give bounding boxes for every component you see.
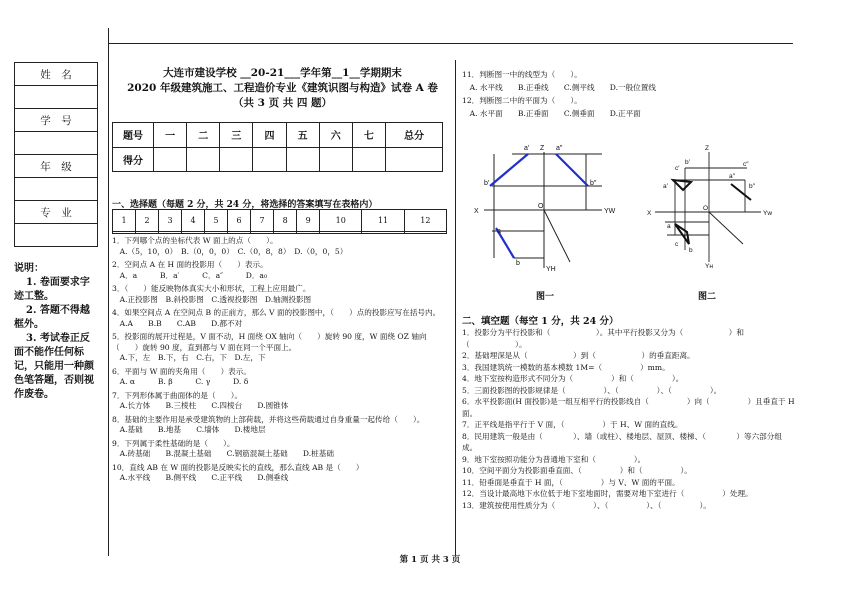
fill-line: 11．铅垂面是垂直于 H 面，（ ）与 V、W 面的平面。 bbox=[462, 477, 680, 487]
question-line: 11．判断图一中的线型为（ ）。 bbox=[462, 70, 582, 79]
score-cell[interactable] bbox=[154, 147, 187, 172]
question-line: A.水平线 B.侧平线 C.正平线 D.侧垂线 bbox=[112, 473, 289, 482]
answer-cell[interactable] bbox=[136, 231, 159, 233]
fig2-label: X bbox=[647, 210, 652, 217]
score-cell[interactable] bbox=[220, 147, 253, 172]
student-info-box bbox=[14, 62, 98, 247]
answer-number: 10 bbox=[320, 210, 362, 232]
answer-cell[interactable] bbox=[182, 231, 205, 233]
answer-cell[interactable] bbox=[362, 231, 404, 233]
question-line: 2．空间点 A 在 H 面的投影用（ ）表示。 bbox=[112, 260, 268, 269]
question-line: A.基础 B.地基 C.墙体 D.楼地层 bbox=[112, 425, 266, 434]
fig2-label: a″ bbox=[729, 173, 735, 180]
fig2-label: O bbox=[703, 205, 709, 212]
question-line: A. 水平面 B.正垂面 C.侧垂面 D.正平面 bbox=[462, 109, 641, 118]
fig2-label: b bbox=[689, 247, 693, 254]
fill-line: 4．地下室按构造形式不同分为（ ）和（ ）。 bbox=[462, 374, 684, 383]
question-line: A. 水平线 B.正垂线 C.侧平线 D.一般位置线 bbox=[462, 83, 656, 92]
field-grade-blank[interactable] bbox=[15, 178, 98, 201]
fig1-label: X bbox=[474, 208, 479, 215]
notes-title: 说明： bbox=[14, 263, 44, 274]
fig2-label: b′ bbox=[685, 159, 690, 166]
answer-table bbox=[112, 209, 447, 234]
question-line: A.砖基础 B.混凝土基础 C.钢筋混凝土基础 D.桩基础 bbox=[112, 449, 334, 458]
question-line: 1．下列哪个点的坐标代表 W 面上的点（ ）。 bbox=[112, 236, 278, 245]
question-line: 4．如果空间点 A 在空间点 B 的正前方，那么 V 面的投影图中，（ ）点的投影应写在括号内。 bbox=[112, 308, 441, 317]
page-footer: 第 1 页 共 3 页 bbox=[399, 555, 461, 565]
fig2-label: c′ bbox=[675, 165, 680, 172]
answer-number: 1 bbox=[113, 210, 136, 232]
score-cell[interactable] bbox=[319, 147, 352, 172]
header-line1: 大连市建设学校 __20-21___学年第__1__学期期末 bbox=[163, 67, 402, 79]
fill-line: 6．水平投影面(H 面投影)是一组互相平行的投影线自（ ）向（ ）且垂直于 H 面。 bbox=[462, 397, 795, 418]
note-item: 3. 考试卷正反面不能作任何标记，只能用一种颜色笔答题，否则视作废卷。 bbox=[14, 333, 94, 400]
notes bbox=[14, 262, 98, 402]
question-line: 6．平面与 W 面的夹角用（ ）表示。 bbox=[112, 366, 251, 376]
question-line: A.下，左 B.下，右 C.右，下 D.左，下 bbox=[112, 353, 266, 362]
answer-cell[interactable] bbox=[159, 231, 182, 233]
section1-questions bbox=[112, 236, 450, 484]
fig2-label: Z bbox=[705, 145, 709, 152]
fill-line: 10．空间平面分为投影面垂直面、（ ）和（ ）。 bbox=[462, 466, 692, 475]
answer-cell[interactable] bbox=[205, 231, 228, 233]
exam-header bbox=[110, 66, 455, 111]
fig2-label: a bbox=[667, 223, 671, 230]
field-id: 学 号 bbox=[15, 109, 98, 132]
note-item: 1. 卷面要求字迹工整。 bbox=[14, 277, 90, 302]
question-line: 3．（ ）能反映物体真实大小和形状，工程上应用最广。 bbox=[112, 284, 311, 293]
question-line: A.A B.B C.AB D.都不对 bbox=[112, 318, 243, 328]
answer-number: 3 bbox=[159, 210, 182, 232]
fig1-label: a bbox=[497, 228, 501, 235]
answer-number: 11 bbox=[362, 210, 404, 232]
section2-title: 二、填空题（每空 1 分，共 24 分） bbox=[462, 316, 619, 327]
fig1-label: b bbox=[516, 260, 520, 267]
answer-number: 4 bbox=[182, 210, 205, 232]
answer-cell[interactable] bbox=[251, 231, 274, 233]
fill-line: 1．投影分为平行投影和（ ）。其中平行投影又分为（ ）和（ ）。 bbox=[462, 328, 744, 349]
fill-line: 7．正平线是指平行于 V 面，（ ）于 H、W 面的直线。 bbox=[462, 420, 683, 429]
question-line: A.长方体 B.三棱柱 C.四棱台 D.圆锥体 bbox=[112, 401, 289, 410]
fig1-label: O bbox=[538, 203, 544, 210]
top-rule bbox=[108, 43, 793, 44]
fig2-label: c″ bbox=[743, 161, 749, 168]
fig1-caption: 图一 bbox=[536, 292, 555, 302]
header-line3: （共 3 页 共 四 题） bbox=[232, 97, 333, 109]
fig1-label: b′ bbox=[484, 180, 490, 187]
score-row-label: 得分 bbox=[113, 147, 154, 172]
fig2-label: Yw bbox=[763, 210, 773, 217]
score-head-cell: 二 bbox=[187, 123, 220, 148]
field-grade: 年 级 bbox=[15, 155, 98, 178]
right-top-questions bbox=[462, 68, 797, 120]
binding-line bbox=[108, 28, 109, 556]
fig2-label: a′ bbox=[663, 183, 668, 190]
answer-number: 8 bbox=[274, 210, 297, 232]
score-head-cell: 四 bbox=[253, 123, 286, 148]
fig2-caption: 图二 bbox=[698, 292, 717, 302]
fill-line: 8．民用建筑一般是由（ ）、墙（或柱）、楼地层、屋顶、楼梯、（ ）等六部分组成。 bbox=[462, 431, 782, 452]
score-head-cell: 五 bbox=[286, 123, 319, 148]
score-head-cell: 总分 bbox=[386, 123, 443, 148]
fig2-label: c bbox=[675, 241, 679, 248]
fill-line: 13．建筑按使用性质分为（ ）、（ ）、（ ）。 bbox=[462, 500, 711, 510]
fig2-label: Yн bbox=[705, 263, 713, 270]
question-line: 7．下列形体属于曲面体的是（ ）。 bbox=[112, 390, 243, 400]
question-line: A.（5，10，0） B.（0，0，0） C.（0，8，8） D.（0，0，5） bbox=[112, 246, 348, 256]
fig1-label: YH bbox=[546, 266, 556, 273]
answer-cell[interactable] bbox=[320, 231, 362, 233]
score-head-cell: 七 bbox=[352, 123, 385, 148]
fig2-label: b″ bbox=[749, 183, 755, 190]
question-line: 8．基础的主要作用是承受建筑物的上部荷载，并将这些荷载通过自身重量一起传给（ ）。 bbox=[112, 414, 425, 424]
answer-number: 6 bbox=[228, 210, 251, 232]
field-id-blank[interactable] bbox=[15, 132, 98, 155]
figure-2 bbox=[645, 140, 780, 270]
question-line: 9．下列属于柔性基础的是（ ）。 bbox=[112, 438, 235, 448]
answer-cell[interactable] bbox=[404, 231, 446, 233]
answer-cell[interactable] bbox=[113, 231, 136, 233]
question-line: 10．直线 AB 在 W 面的投影是反映实长的直线，那么直线 AB 是（ ） bbox=[112, 462, 364, 472]
answer-cell[interactable] bbox=[274, 231, 297, 233]
fill-line: 12．当设计最高地下水位低于地下室地面时，需要对地下室进行（ ）处理。 bbox=[462, 489, 753, 498]
fig1-label: a′ bbox=[524, 145, 530, 152]
score-table bbox=[112, 122, 443, 172]
score-head-cell: 题号 bbox=[113, 123, 154, 148]
score-cell[interactable] bbox=[386, 147, 443, 172]
question-line: A.正投影图 B.斜投影图 C.透视投影图 D.轴测投影图 bbox=[112, 294, 312, 304]
question-line: 12．判断图二中的平面为（ ）。 bbox=[462, 96, 582, 105]
note-item: 2. 答题不得越框外。 bbox=[14, 305, 90, 330]
section2-questions bbox=[462, 327, 797, 511]
score-cell[interactable] bbox=[352, 147, 385, 172]
answer-number: 12 bbox=[404, 210, 446, 232]
center-divider bbox=[455, 60, 456, 555]
field-name-blank[interactable] bbox=[15, 86, 98, 109]
question-line: 5．投影面的展开过程是，V 面不动，H 面绕 OX 轴向（ ）旋转 90 度，W 面绕 OZ 轴向（ ）旋转 90 度，直到都与 V 面在同一个平面上。 bbox=[112, 332, 427, 352]
score-cell[interactable] bbox=[187, 147, 220, 172]
fill-line: 5．三面投影图的投影规律是（ ）、（ ）、（ ）。 bbox=[462, 385, 722, 395]
fig1-label: b″ bbox=[590, 180, 597, 187]
answer-number: 5 bbox=[205, 210, 228, 232]
question-line: A．a B．a′ C．a″ D．a₀ bbox=[112, 270, 267, 280]
fig1-label: a″ bbox=[556, 145, 563, 152]
header-line2: 2020 年级建筑施工、工程造价专业《建筑识图与构造》试卷 A 卷 bbox=[127, 82, 438, 94]
answer-cell[interactable] bbox=[297, 231, 320, 233]
fill-line: 3．我国建筑统一模数的基本模数 1M=（ ）mm。 bbox=[462, 362, 670, 372]
score-cell[interactable] bbox=[253, 147, 286, 172]
field-name: 姓 名 bbox=[15, 63, 98, 86]
question-line: A. α B. β C. γ D. δ bbox=[112, 377, 249, 386]
score-cell[interactable] bbox=[286, 147, 319, 172]
score-head-cell: 三 bbox=[220, 123, 253, 148]
score-head-cell: 一 bbox=[154, 123, 187, 148]
field-major: 专 业 bbox=[15, 201, 98, 224]
answer-number: 7 bbox=[251, 210, 274, 232]
fill-line: 9．地下室按照功能分为普通地下室和（ ）。 bbox=[462, 454, 646, 464]
fill-line: 2．基础埋深是从（ ）到（ ）的垂直距离。 bbox=[462, 351, 695, 360]
fig1-label: YW bbox=[604, 208, 616, 215]
score-head-cell: 六 bbox=[319, 123, 352, 148]
answer-cell[interactable] bbox=[228, 231, 251, 233]
field-major-blank[interactable] bbox=[15, 224, 98, 247]
figure-1 bbox=[470, 140, 625, 275]
answer-number: 2 bbox=[136, 210, 159, 232]
section1-title: 一、选择题（每题 2 分，共 24 分，将选择的答案填写在表格内） bbox=[112, 200, 378, 210]
fig1-label: Z bbox=[540, 145, 545, 152]
answer-number: 9 bbox=[297, 210, 320, 232]
